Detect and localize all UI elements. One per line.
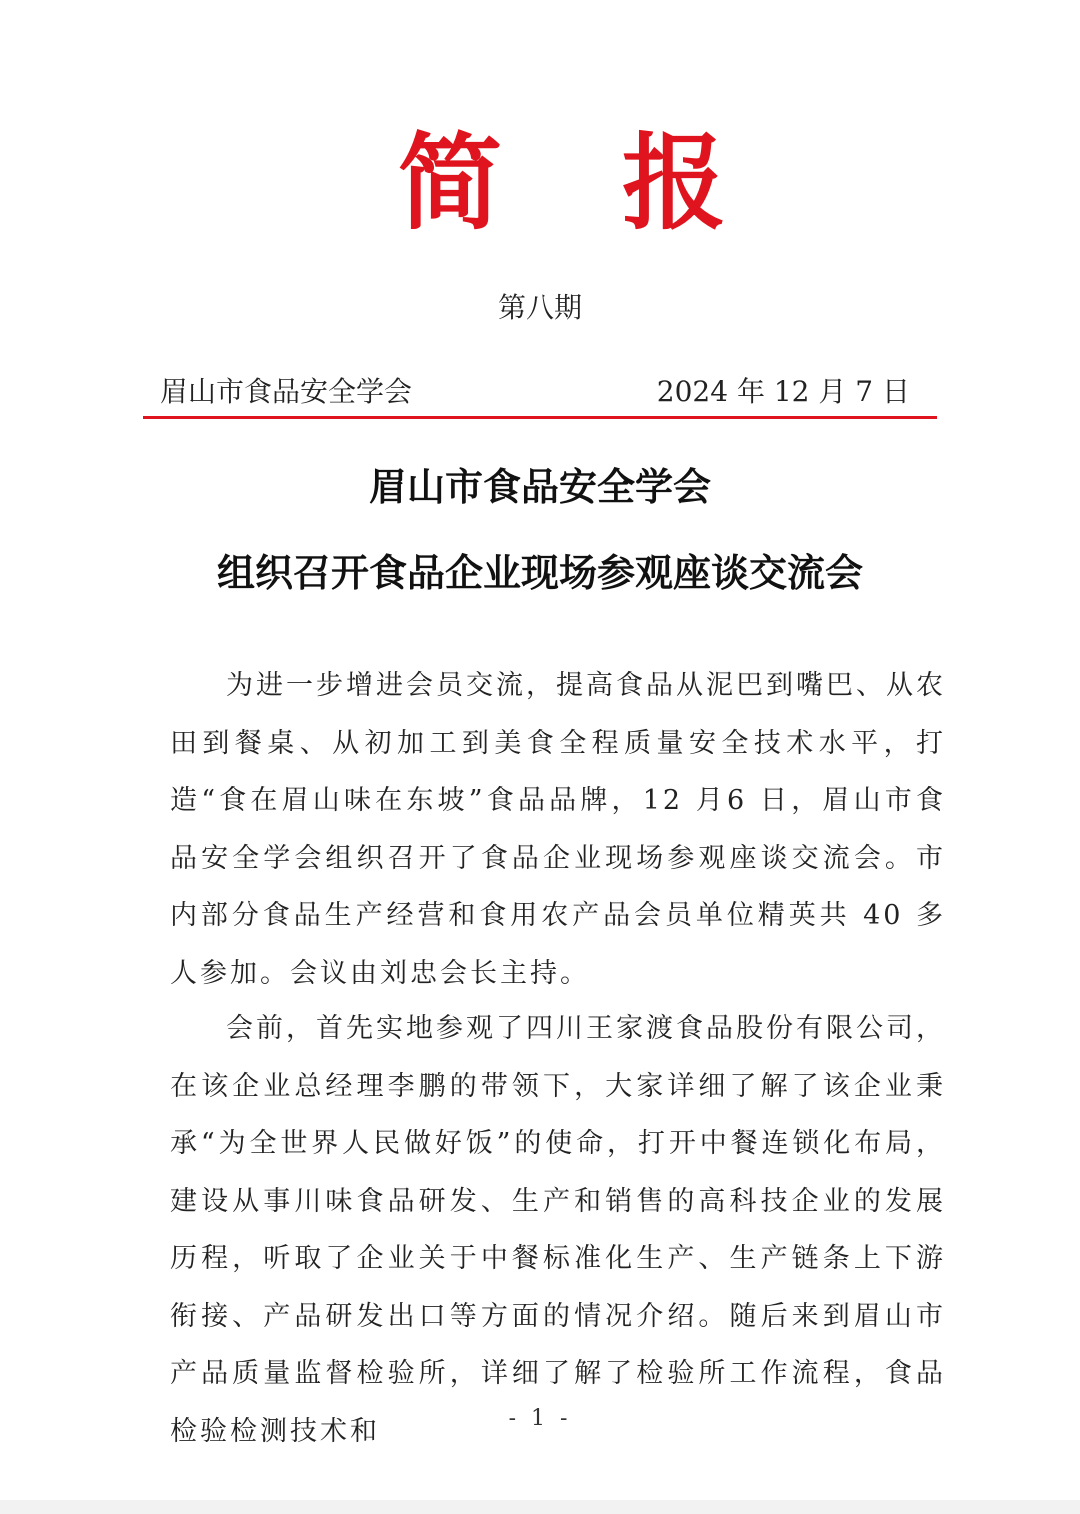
issuing-organization: 眉山市食品安全学会	[160, 375, 413, 408]
masthead-char-jian: 简	[398, 121, 503, 244]
headline-line-2: 组织召开食品企业现场参观座谈交流会	[216, 550, 863, 595]
issue-date: 2024 年 12 月 7 日	[656, 375, 910, 408]
masthead-char-bao: 报	[622, 121, 727, 244]
masthead-meta-row	[160, 372, 920, 412]
masthead-title	[0, 118, 1080, 248]
red-divider-line	[143, 416, 937, 419]
issue-number: 第八期	[497, 291, 582, 324]
body-paragraph-2	[170, 1000, 946, 1460]
paragraph-text: 为进一步增进会员交流，提高食品从泥巴到嘴巴、从农田到餐桌、从初加工到美食全程质量安全技术水平，打造“食在眉山味在东坡”食品品牌，12 月6 日，眉山市食品安全学会组织召开了食品企业现场参观座谈交流会。市内部分食品生产经营和食用农产品会员单位精英共 40 多人参加。会议由刘忠会长主持。	[170, 670, 946, 989]
page-bottom-edge	[0, 1500, 1080, 1514]
body-paragraph-1	[170, 657, 946, 1002]
headline-line-1: 眉山市食品安全学会	[368, 464, 711, 509]
page-number: - 1 -	[508, 1406, 572, 1431]
paragraph-text: 会前，首先实地参观了四川王家渡食品股份有限公司，在该企业总经理李鹏的带领下，大家详细了解了该企业秉承“为全世界人民做好饭”的使命，打开中餐连锁化布局，建设从事川味食品研发、生产和销售的高科技企业的发展历程，听取了企业关于中餐标准化生产、生产链条上下游衔接、产品研发出口等方面的情况介绍。随后来到眉山市产品质量监督检验所，详细了解了检验所工作流程，食品检验检测技术和	[170, 1013, 946, 1447]
